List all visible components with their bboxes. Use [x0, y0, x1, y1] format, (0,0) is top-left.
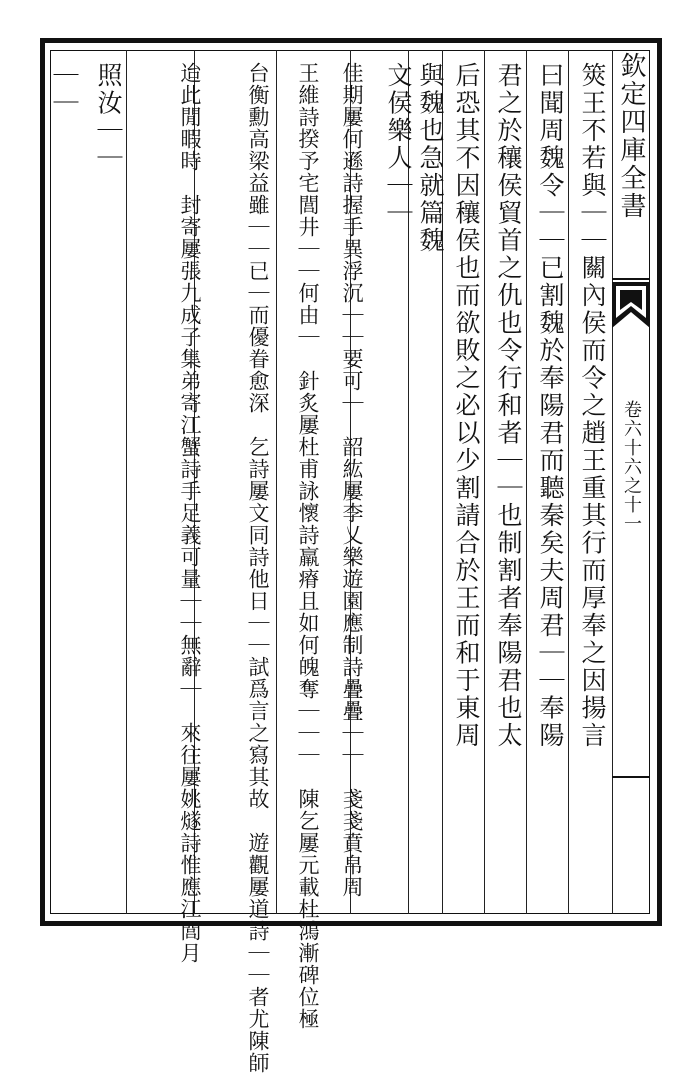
text-column: 台衡勳高梁益雖｜｜已｜而優眷愈深 乞詩屢文同詩他日｜｜試爲言之寫其故 遊觀屢道詩｜｜者尤陳師 [246, 62, 270, 1074]
text-column: 曰聞周魏令｜｜已割魏於奉陽君而聽秦矣夫周君｜｜奉陽 [536, 62, 565, 750]
text-column: 迨此閒暇時 封寄屢張九成子集弟寄江蟹詩手足義可量｜｜無辭｜ 來往屢姚燧詩惟應江閭月 [178, 62, 202, 964]
text-column: 筴王不若與｜｜關內侯而令之趙王重其行而厚奉之因揚言 [578, 62, 607, 750]
text-column: 后恐其不因穰侯也而欲敗之必以少割請合於王而和于東周 [452, 62, 481, 750]
lower-fishtail-rule [612, 776, 650, 778]
text-column: ｜｜ [50, 62, 79, 117]
volume-number: 卷六十六之十一 [621, 400, 642, 533]
text-column: 照汝｜｜ [94, 62, 123, 172]
text-column: 君之於穰侯貿首之仇也令行和者｜｜也制割者奉陽君也太 [494, 62, 523, 750]
book-title-banner: 欽定四庫全書 [612, 52, 650, 280]
fishtail-mark [612, 282, 650, 328]
text-column: 佳期屢何遜詩握手異浮沉｜｜要可｜ 韶紘屢李乂樂遊園應制詩疊疊｜｜ 戔戔賁帛周 [340, 62, 364, 898]
text-column: 與魏也急就篇魏 [416, 62, 445, 255]
text-column: 王維詩揆予宅閭井｜｜何由｜ 針炙屢杜甫詠懷詩羸瘠且如何魄奪｜｜｜ 陳乞屢元載杜鴻漸碑位極 [296, 62, 320, 1030]
text-column: 文侯樂人｜｜ [384, 62, 413, 227]
